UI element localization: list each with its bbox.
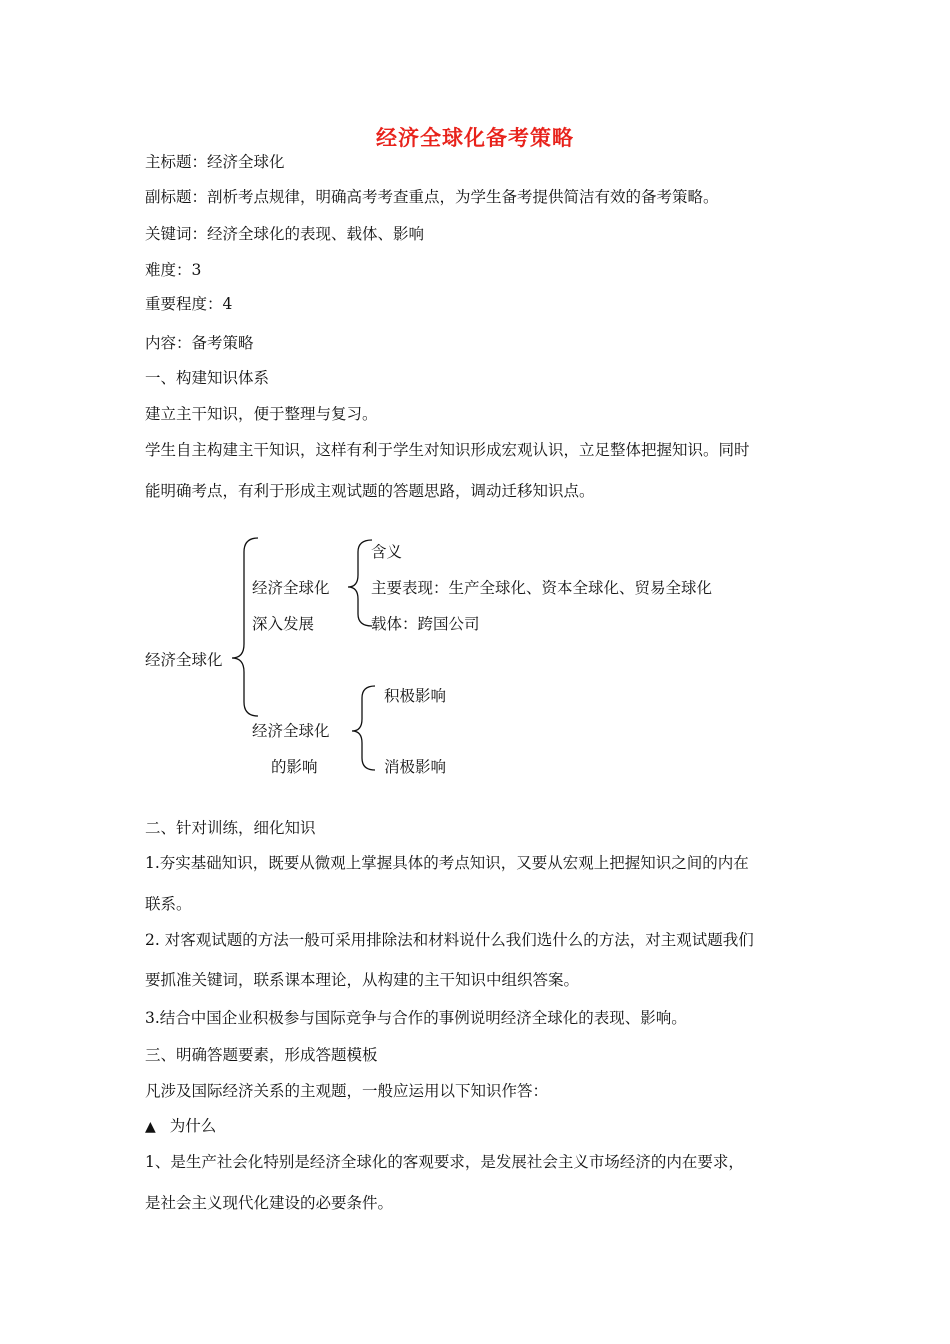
subtitle-line: 副标题：剖析考点规律，明确高考考查重点，为学生备考提供简洁有效的备考策略。 bbox=[145, 188, 719, 206]
difficulty-line: 难度：3 bbox=[145, 261, 202, 279]
diagram-branch2-item-positive: 积极影响 bbox=[384, 687, 447, 705]
section3-item1-line1: 1、是生产社会化特别是经济全球化的客观要求，是发展社会主义市场经济的内在要求， bbox=[145, 1153, 744, 1171]
diagram-branch2-line1: 经济全球化 bbox=[252, 722, 330, 740]
diagram-branch1-item-carrier: 载体：跨国公司 bbox=[371, 615, 480, 633]
branch1-brace bbox=[348, 540, 372, 626]
main-title-line: 主标题：经济全球化 bbox=[145, 153, 285, 171]
diagram-branch2-item-negative: 消极影响 bbox=[384, 758, 447, 776]
content-line: 内容：备考策略 bbox=[145, 334, 254, 352]
keywords-line: 关键词：经济全球化的表现、载体、影响 bbox=[145, 225, 425, 243]
section2-item1-line2: 联系。 bbox=[145, 895, 192, 913]
section2-item2-line2: 要抓准关键词，联系课本理论，从构建的主干知识中组织答案。 bbox=[145, 971, 580, 989]
section2-heading: 二、针对训练，细化知识 bbox=[145, 819, 316, 837]
section3-item1-line2: 是社会主义现代化建设的必要条件。 bbox=[145, 1194, 394, 1212]
importance-line: 重要程度：4 bbox=[145, 295, 233, 313]
section1-paragraph1: 建立主干知识，便于整理与复习。 bbox=[145, 405, 378, 423]
diagram-branch1-item-manifestation: 主要表现：生产全球化、资本全球化、贸易全球化 bbox=[371, 579, 713, 597]
section1-paragraph2-line1: 学生自主构建主干知识，这样有利于学生对知识形成宏观认识，立足整体把握知识。同时 bbox=[145, 441, 750, 459]
section1-heading: 一、构建知识体系 bbox=[145, 369, 270, 387]
section1-paragraph2-line2: 能明确考点，有利于形成主观试题的答题思路，调动迁移知识点。 bbox=[145, 482, 595, 500]
branch2-brace bbox=[352, 686, 375, 770]
diagram-branch1-line2: 深入发展 bbox=[252, 615, 315, 633]
section3-heading: 三、明确答题要素，形成答题模板 bbox=[145, 1046, 378, 1064]
triangle-bullet-icon: ▲ bbox=[145, 1119, 156, 1135]
diagram-branch2-line2: 的影响 bbox=[271, 758, 318, 776]
section2-item3: 3.结合中国企业积极参与国际竞争与合作的事例说明经济全球化的表现、影响。 bbox=[145, 1009, 687, 1027]
section2-item2-line1: 2. 对客观试题的方法一般可采用排除法和材料说什么我们选什么的方法，对主观试题我们 bbox=[145, 931, 754, 949]
section3-intro: 凡涉及国际经济关系的主观题，一般应运用以下知识作答： bbox=[145, 1082, 549, 1100]
section2-item1-line1: 1.夯实基础知识，既要从微观上掌握具体的考点知识，又要从宏观上把握知识之间的内在 bbox=[145, 854, 749, 872]
document-title: 经济全球化备考策略 bbox=[376, 126, 574, 150]
section3-bullet-label: 为什么 bbox=[169, 1117, 217, 1135]
diagram-branch1-item-meaning: 含义 bbox=[371, 543, 403, 561]
diagram-root: 经济全球化 bbox=[145, 651, 223, 669]
section3-bullet bbox=[145, 1116, 216, 1137]
diagram-branch1-line1: 经济全球化 bbox=[252, 579, 330, 597]
